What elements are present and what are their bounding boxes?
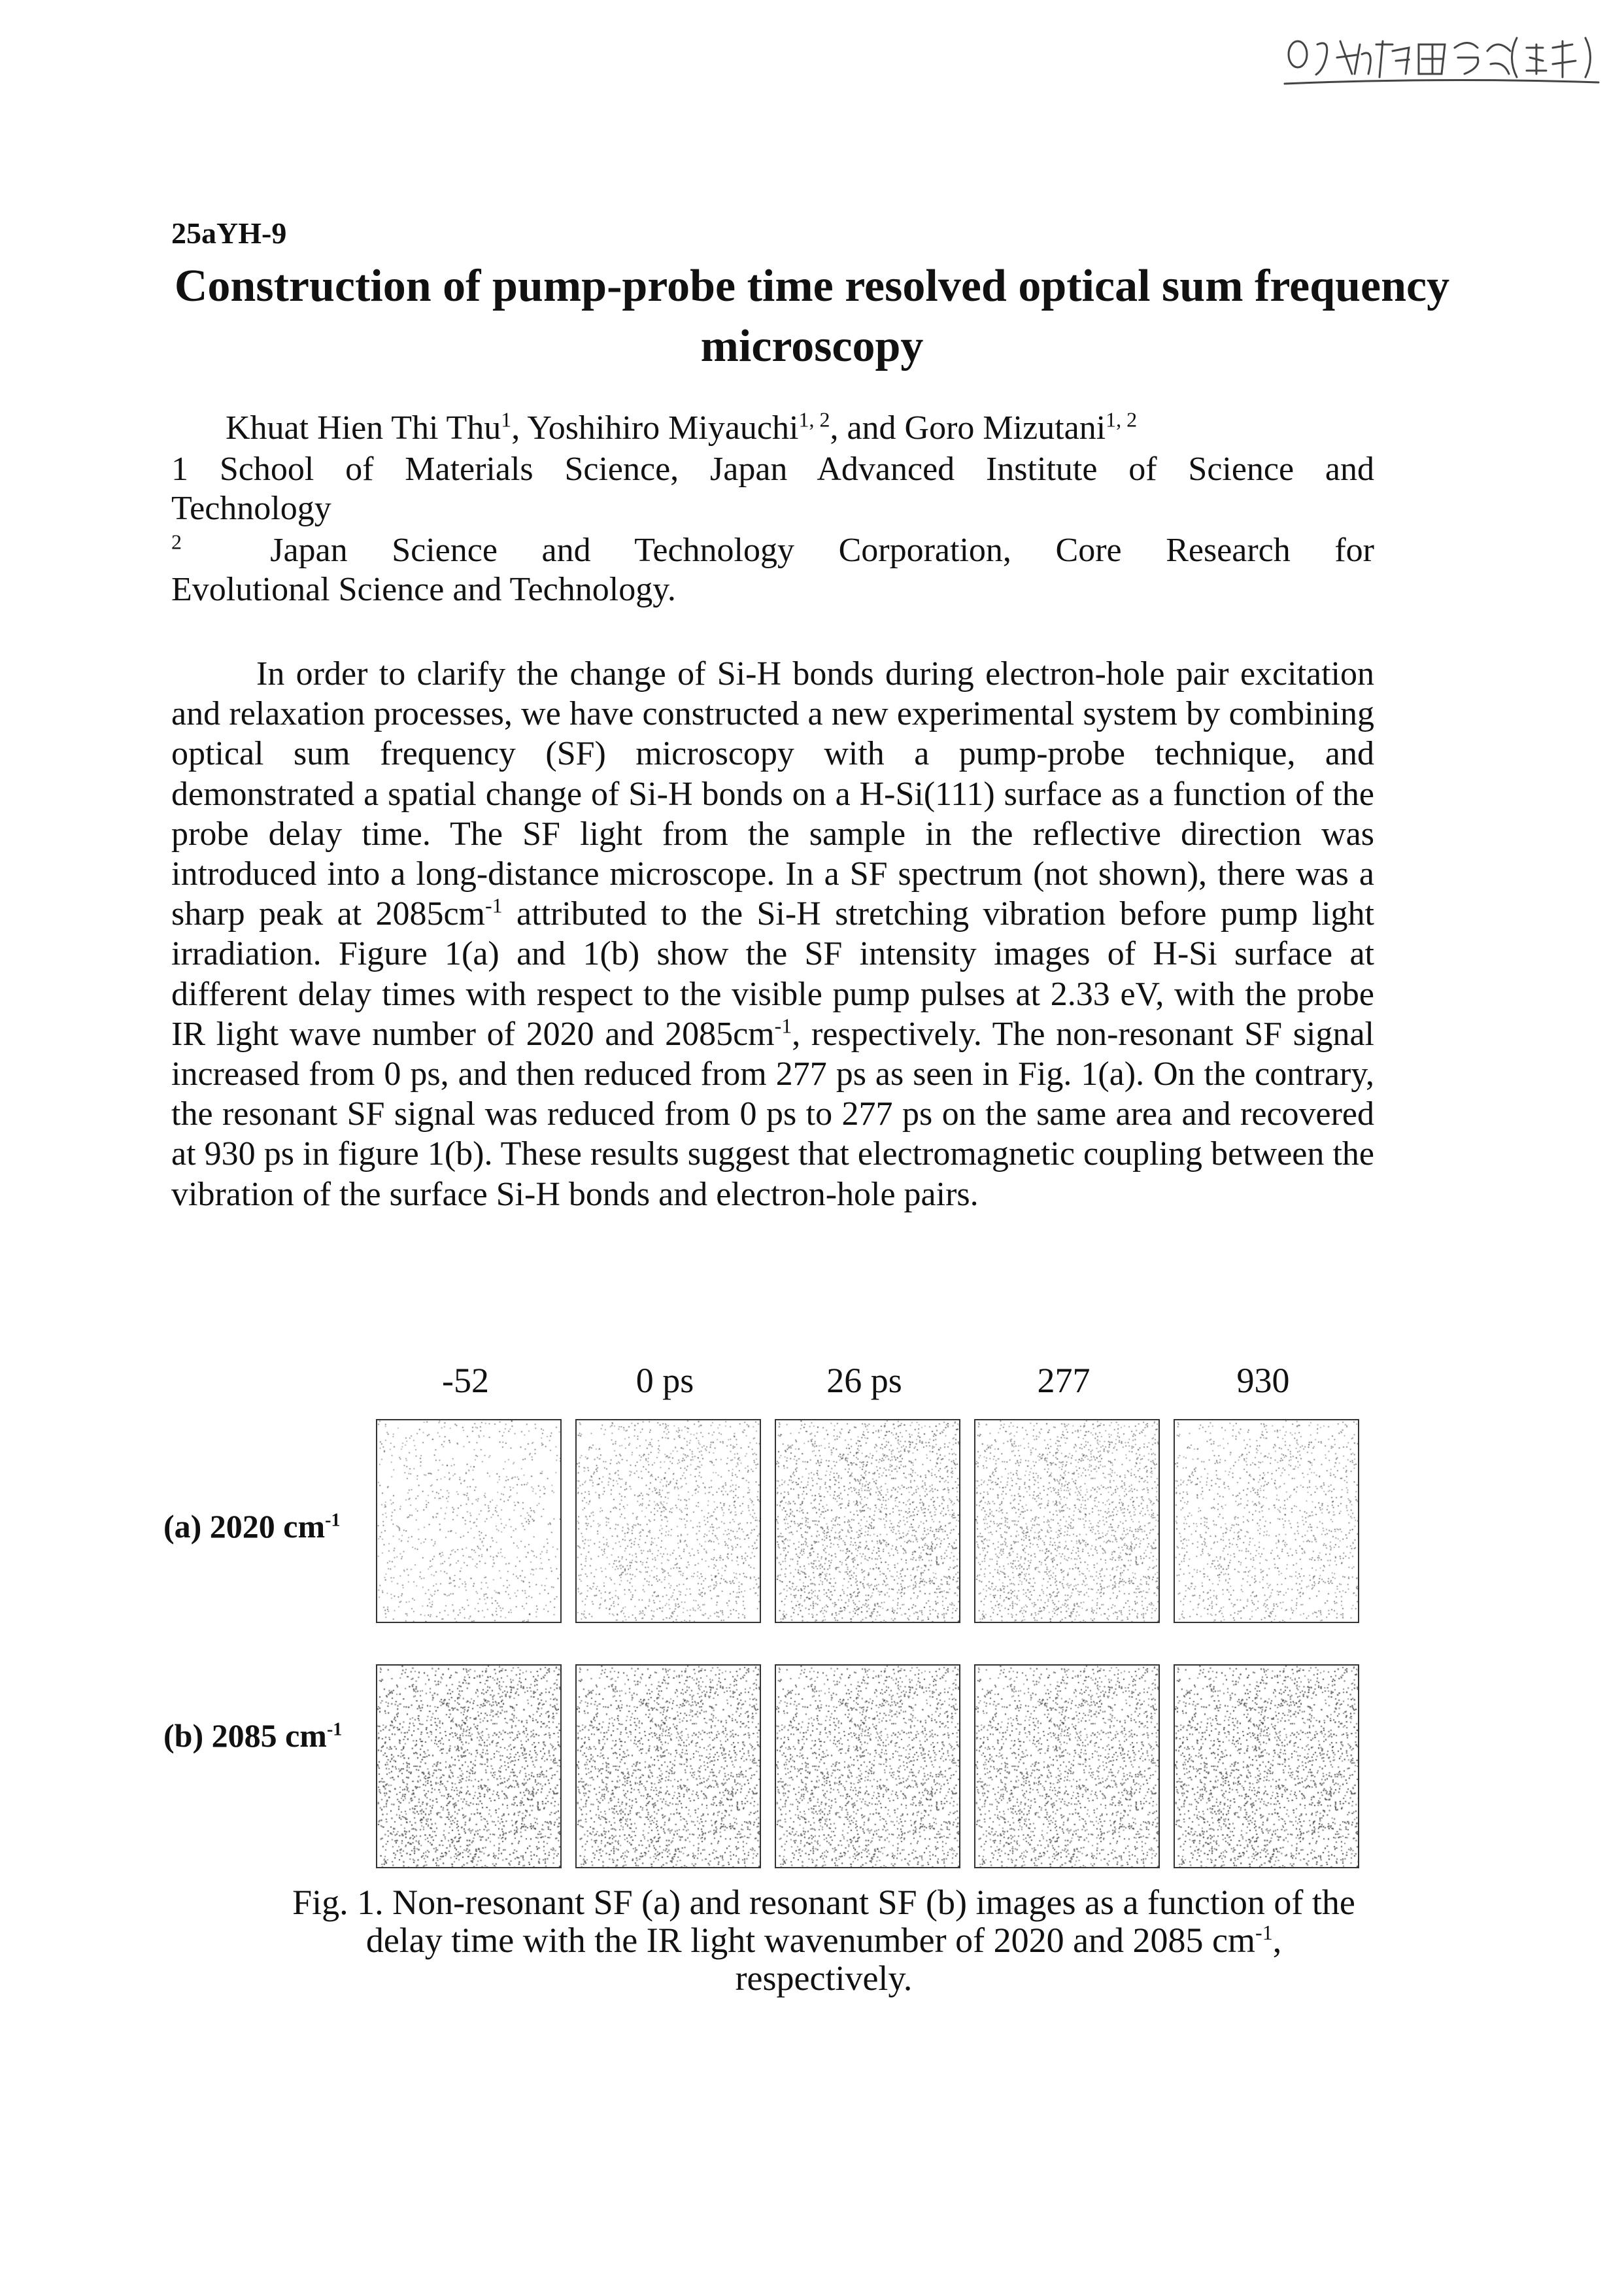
- sf-image-b-5: [1174, 1664, 1359, 1868]
- sf-image-b-4: [974, 1664, 1160, 1868]
- row-label-a: [163, 1507, 340, 1545]
- affiliation-mark: 1: [171, 451, 188, 488]
- row-label-text: (a) 2020 cm: [163, 1508, 326, 1545]
- caption-text: Fig. 1. Non-resonant SF (a) and resonant SF (b) images as a function of the delay time with the IR light wavenumber of 2020 and 2085 cm: [292, 1883, 1355, 1960]
- column-label: 930: [1236, 1361, 1290, 1400]
- sf-image-b-1: [376, 1664, 562, 1868]
- author-affiliation-mark: 1, 2: [798, 407, 830, 432]
- affiliation-text-continued: Evolutional Science and Technology.: [171, 571, 676, 608]
- abstract-text: attributed to the Si-H stretching vibration before pump light irradiation. Figure 1(a) and 1(b) show the SF intensity images of H-Si surface at different delay times with respect to the visible pump pulses at 2.33 eV, with the probe IR light wave number of 2020 and 2085cm: [171, 895, 1374, 1053]
- affiliation-1: [171, 450, 1374, 528]
- column-label: 26 ps: [826, 1361, 902, 1400]
- session-code: 25aYH-9: [171, 216, 287, 250]
- author-name: Yoshihiro Miyauchi: [527, 409, 799, 447]
- sf-image-a-2: [575, 1419, 761, 1623]
- paper-title: Construction of pump-probe time resolved optical sum frequency microscopy: [174, 261, 1450, 371]
- abstract-paragraph: [171, 654, 1374, 1214]
- author-separator: , and: [830, 409, 905, 447]
- affiliation-2: [171, 531, 1374, 609]
- unit-superscript: -1: [774, 1014, 792, 1038]
- sf-image-b-2: [575, 1664, 761, 1868]
- sf-image-b-3: [775, 1664, 960, 1868]
- sf-image-a-1: [376, 1419, 562, 1623]
- column-label: 277: [1037, 1361, 1091, 1400]
- sf-image-a-3: [775, 1419, 960, 1623]
- affiliation-text-continued: Technology: [171, 490, 331, 527]
- author-list: [226, 409, 1137, 447]
- row-label-b: [163, 1717, 342, 1755]
- unit-superscript: -1: [485, 893, 503, 917]
- column-label: 0 ps: [635, 1361, 694, 1400]
- affiliation-text: School of Materials Science, Japan Advanced Institute of Science and: [219, 451, 1375, 488]
- affiliation-text: Japan Science and Technology Corporation, Core Research for: [270, 532, 1374, 569]
- row-label-superscript: -1: [325, 1510, 341, 1531]
- column-label: -52: [442, 1361, 489, 1400]
- row-label-superscript: -1: [326, 1719, 343, 1740]
- handwritten-note: [1278, 18, 1605, 90]
- author-name: Khuat Hien Thi Thu: [226, 409, 501, 447]
- figure-caption: [281, 1883, 1366, 1997]
- caption-superscript: -1: [1255, 1921, 1273, 1944]
- author-affiliation-mark: 1, 2: [1106, 407, 1138, 432]
- sf-image-a-4: [974, 1419, 1160, 1623]
- caption-text: , respectively.: [735, 1921, 1282, 1998]
- author-affiliation-mark: 1: [501, 407, 512, 432]
- sf-image-a-5: [1174, 1419, 1359, 1623]
- affiliation-mark: 2: [171, 530, 182, 554]
- handwritten-note-drawing: [1278, 18, 1605, 90]
- abstract-text: In order to clarify the change of Si-H bonds during electron-hole pair excitation and relaxation processes, we have constructed a new experimental system by combining optical sum frequency (SF) microscopy with a pump-probe technique, and demonstrated a spatial change of Si-H bonds on a H-Si(111) surface as a function of the probe delay time. The SF light from the sample in the reflective direction was introduced into a long-distance microscope. In a SF spectrum (not shown), there was a sharp peak at 2085cm: [171, 655, 1374, 933]
- author-name: Goro Mizutani: [904, 409, 1106, 447]
- abstract-text: , respectively. The non-resonant SF signal increased from 0 ps, and then reduced from 277 ps as seen in Fig. 1(a). On the contrary, the resonant SF signal was reduced from 0 ps to 277 ps on the same area and recovered at 930 ps in figure 1(b). These results suggest that electromagnetic coupling between the vibration of the surface Si-H bonds and electron-hole pairs.: [171, 1015, 1374, 1213]
- author-separator: ,: [511, 409, 528, 447]
- row-label-text: (b) 2085 cm: [163, 1717, 327, 1754]
